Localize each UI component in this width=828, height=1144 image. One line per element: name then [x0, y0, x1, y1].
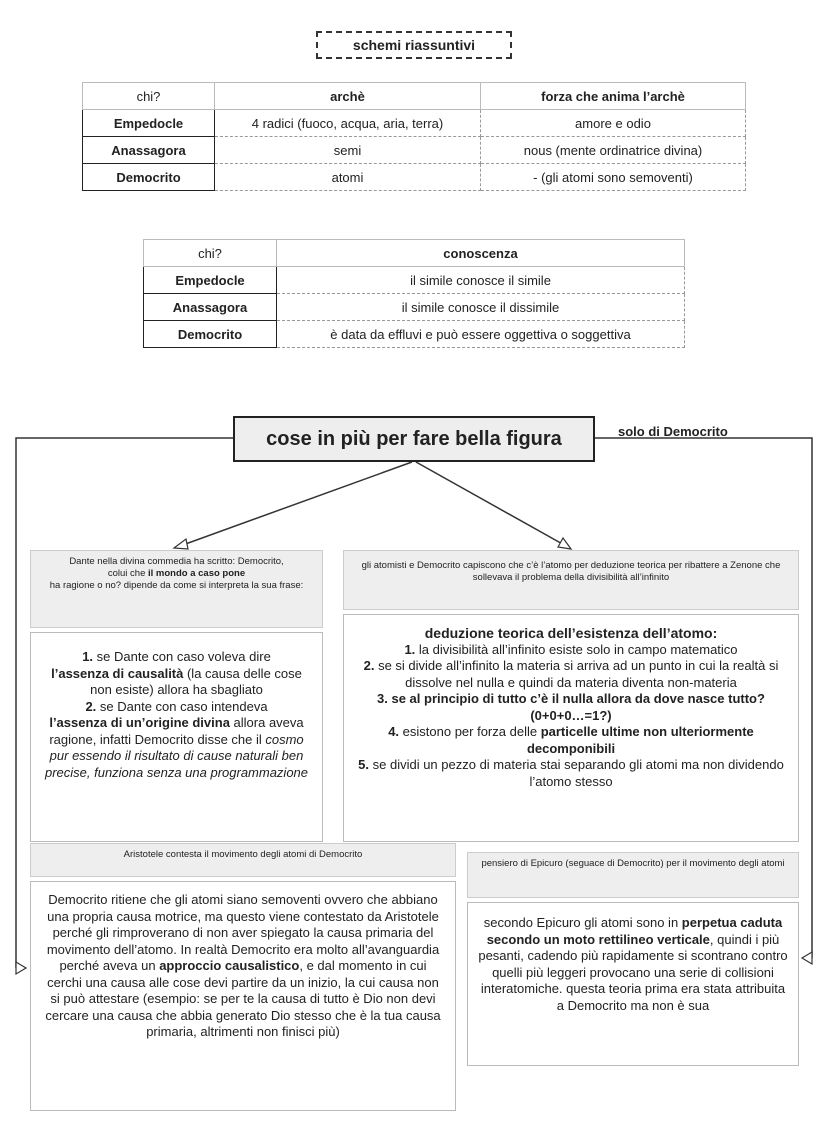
- table-row: [83, 164, 746, 191]
- list-item: [352, 642, 790, 659]
- table-cell: 4 radici (fuoco, acqua, aria, terra): [215, 110, 481, 137]
- left-arrowhead: [16, 962, 26, 974]
- item-number: 1.: [404, 641, 416, 657]
- box-aristotle: [30, 843, 456, 1111]
- table-cell: il simile conosce il dissimile: [277, 294, 685, 321]
- arrow-left-line: [180, 462, 412, 546]
- text-span: , e dal momento in cui cerchi una causa alle cose devi partire da un inizio, la cui causa non si può attestare (esempio: se per te la causa di tutto è Dio non devi cercare una causa che abbia generato Dio stesso che è la tua causa primaria, altrimenti non finisci più): [45, 958, 441, 1039]
- emphasis-text: l’assenza di causalità: [51, 665, 184, 681]
- right-arrowhead: [802, 952, 812, 964]
- text-span: se dividi un pezzo di materia stai separando gli atomi ma non dividendo l’atomo stesso: [369, 757, 784, 789]
- emphasis-text: particelle ultime non ulteriormente decomponibili: [526, 724, 754, 756]
- philosopher-name: Democrito: [144, 321, 277, 348]
- table-cell: è data da effluvi e può essere oggettiva o soggettiva: [277, 321, 685, 348]
- box-body: [467, 902, 799, 1066]
- box-header: Aristotele contesta il movimento degli atomi di Democrito: [30, 843, 456, 877]
- philosopher-name: Empedocle: [144, 267, 277, 294]
- page-title: schemi riassuntivi: [316, 31, 512, 59]
- emphasis-text: il mondo a caso pone: [148, 568, 246, 579]
- text-span: se si divide all’infinito la materia si arriva ad un punto in cui la realtà si dissolve nel nulla e quindi da materia diventa non-materia: [374, 658, 779, 690]
- text-span: se Dante con caso intendeva: [96, 698, 268, 714]
- emphasis-text: l’assenza di un’origine divina: [49, 715, 230, 730]
- table-arche: [82, 82, 746, 191]
- item-number: 3.: [377, 691, 388, 706]
- item-number: 4.: [388, 724, 400, 739]
- box-epicuro: [467, 852, 799, 1066]
- header-cell: conoscenza: [277, 240, 685, 267]
- text-span: , quindi i più pesanti, cadendo più rapidamente si scontrano contro quelli più leggeri provocano una serie di collisioni interatomiche. questa teoria prima era stata attribuita a Democrito ma non è sua: [478, 931, 788, 1013]
- item-number: 2.: [85, 698, 97, 714]
- box-header: [30, 550, 323, 628]
- box-body: [343, 614, 799, 842]
- header-cell: chi?: [144, 240, 277, 267]
- list-item: [352, 757, 790, 790]
- text-span: allora aveva ragione, infatti Democrito disse che il: [49, 715, 304, 747]
- emphasis-text: approccio causalistico: [159, 958, 300, 973]
- arrow-right-line: [416, 462, 566, 546]
- table-row: [83, 137, 746, 164]
- table-cell: il simile conosce il simile: [277, 267, 685, 294]
- box-body: [30, 632, 323, 842]
- table-header-row: [144, 240, 685, 267]
- box-atom-deduction: [343, 550, 799, 842]
- table-cell: atomi: [215, 164, 481, 191]
- side-label: solo di Democrito: [618, 424, 728, 439]
- header-cell: forza che anima l’archè: [481, 83, 746, 110]
- emphasis-text: se al principio di tutto c’è il nulla allora da dove nasce tutto? (0+0+0…=1?): [387, 691, 765, 723]
- box-header-line: [39, 568, 314, 580]
- box-title: deduzione teorica dell’esistenza dell’atomo:: [424, 625, 718, 641]
- list-item: [352, 658, 790, 691]
- philosopher-name: Democrito: [83, 164, 215, 191]
- philosopher-name: Anassagora: [144, 294, 277, 321]
- text-span: colui che: [107, 568, 148, 579]
- box-header-line: Dante nella divina commedia ha scritto: Democrito,: [69, 556, 284, 567]
- philosopher-name: Anassagora: [83, 137, 215, 164]
- item-number: 2.: [363, 658, 375, 673]
- header-cell: chi?: [83, 83, 215, 110]
- table-cell: amore e odio: [481, 110, 746, 137]
- text-span: esistono per forza delle: [399, 724, 541, 739]
- list-item: [352, 691, 790, 724]
- table-cell: semi: [215, 137, 481, 164]
- text-span: la divisibilità all’infinito esiste solo in campo matematico: [415, 641, 738, 657]
- arrow-left-head: [174, 539, 188, 549]
- box-header-line: ha ragione o no? dipende da come si interpreta la sua frase:: [49, 580, 304, 591]
- header-cell: archè: [215, 83, 481, 110]
- table-cell: - (gli atomi sono semoventi): [481, 164, 746, 191]
- item-number: 5.: [358, 757, 370, 772]
- table-row: [144, 321, 685, 348]
- item-number: 1.: [82, 649, 94, 664]
- list-item: [352, 724, 790, 757]
- table-row: [144, 294, 685, 321]
- box-body: [30, 881, 456, 1111]
- box-header: gli atomisti e Democrito capiscono che c’è l’atomo per deduzione teorica per ribattere a Zenone che sollevava il problema della divisibilità all’infinito: [343, 550, 799, 610]
- table-conoscenza: [143, 239, 685, 348]
- section-title: cose in più per fare bella figura: [233, 416, 595, 462]
- box-header: pensiero di Epicuro (seguace di Democrito) per il movimento degli atomi: [467, 852, 799, 898]
- table-row: [144, 267, 685, 294]
- text-span: (la causa delle cose non esiste) allora ha sbagliato: [90, 665, 302, 697]
- philosopher-name: Empedocle: [83, 110, 215, 137]
- text-span: se Dante con caso voleva dire: [93, 649, 271, 664]
- arrow-right-head: [558, 538, 571, 549]
- text-span: secondo Epicuro gli atomi sono in: [483, 915, 682, 930]
- table-header-row: [83, 83, 746, 110]
- table-cell: nous (mente ordinatrice divina): [481, 137, 746, 164]
- emphasis-text: perpetua caduta secondo un moto rettilineo verticale: [486, 915, 783, 947]
- box-dante: [30, 550, 323, 842]
- table-row: [83, 110, 746, 137]
- italic-text: cosmo pur essendo il risultato di cause naturali ben precise, funziona senza una programmazione: [44, 731, 309, 780]
- text-span: Democrito ritiene che gli atomi siano semoventi ovvero che abbiano una propria causa motrice, ma questo viene contestato da Aristotele perché gli rimproverano di non aver spiegato la causa primaria del movimento dell’atomo. In realtà Democrito era molto all’avanguardia perché aveva un: [46, 892, 440, 973]
